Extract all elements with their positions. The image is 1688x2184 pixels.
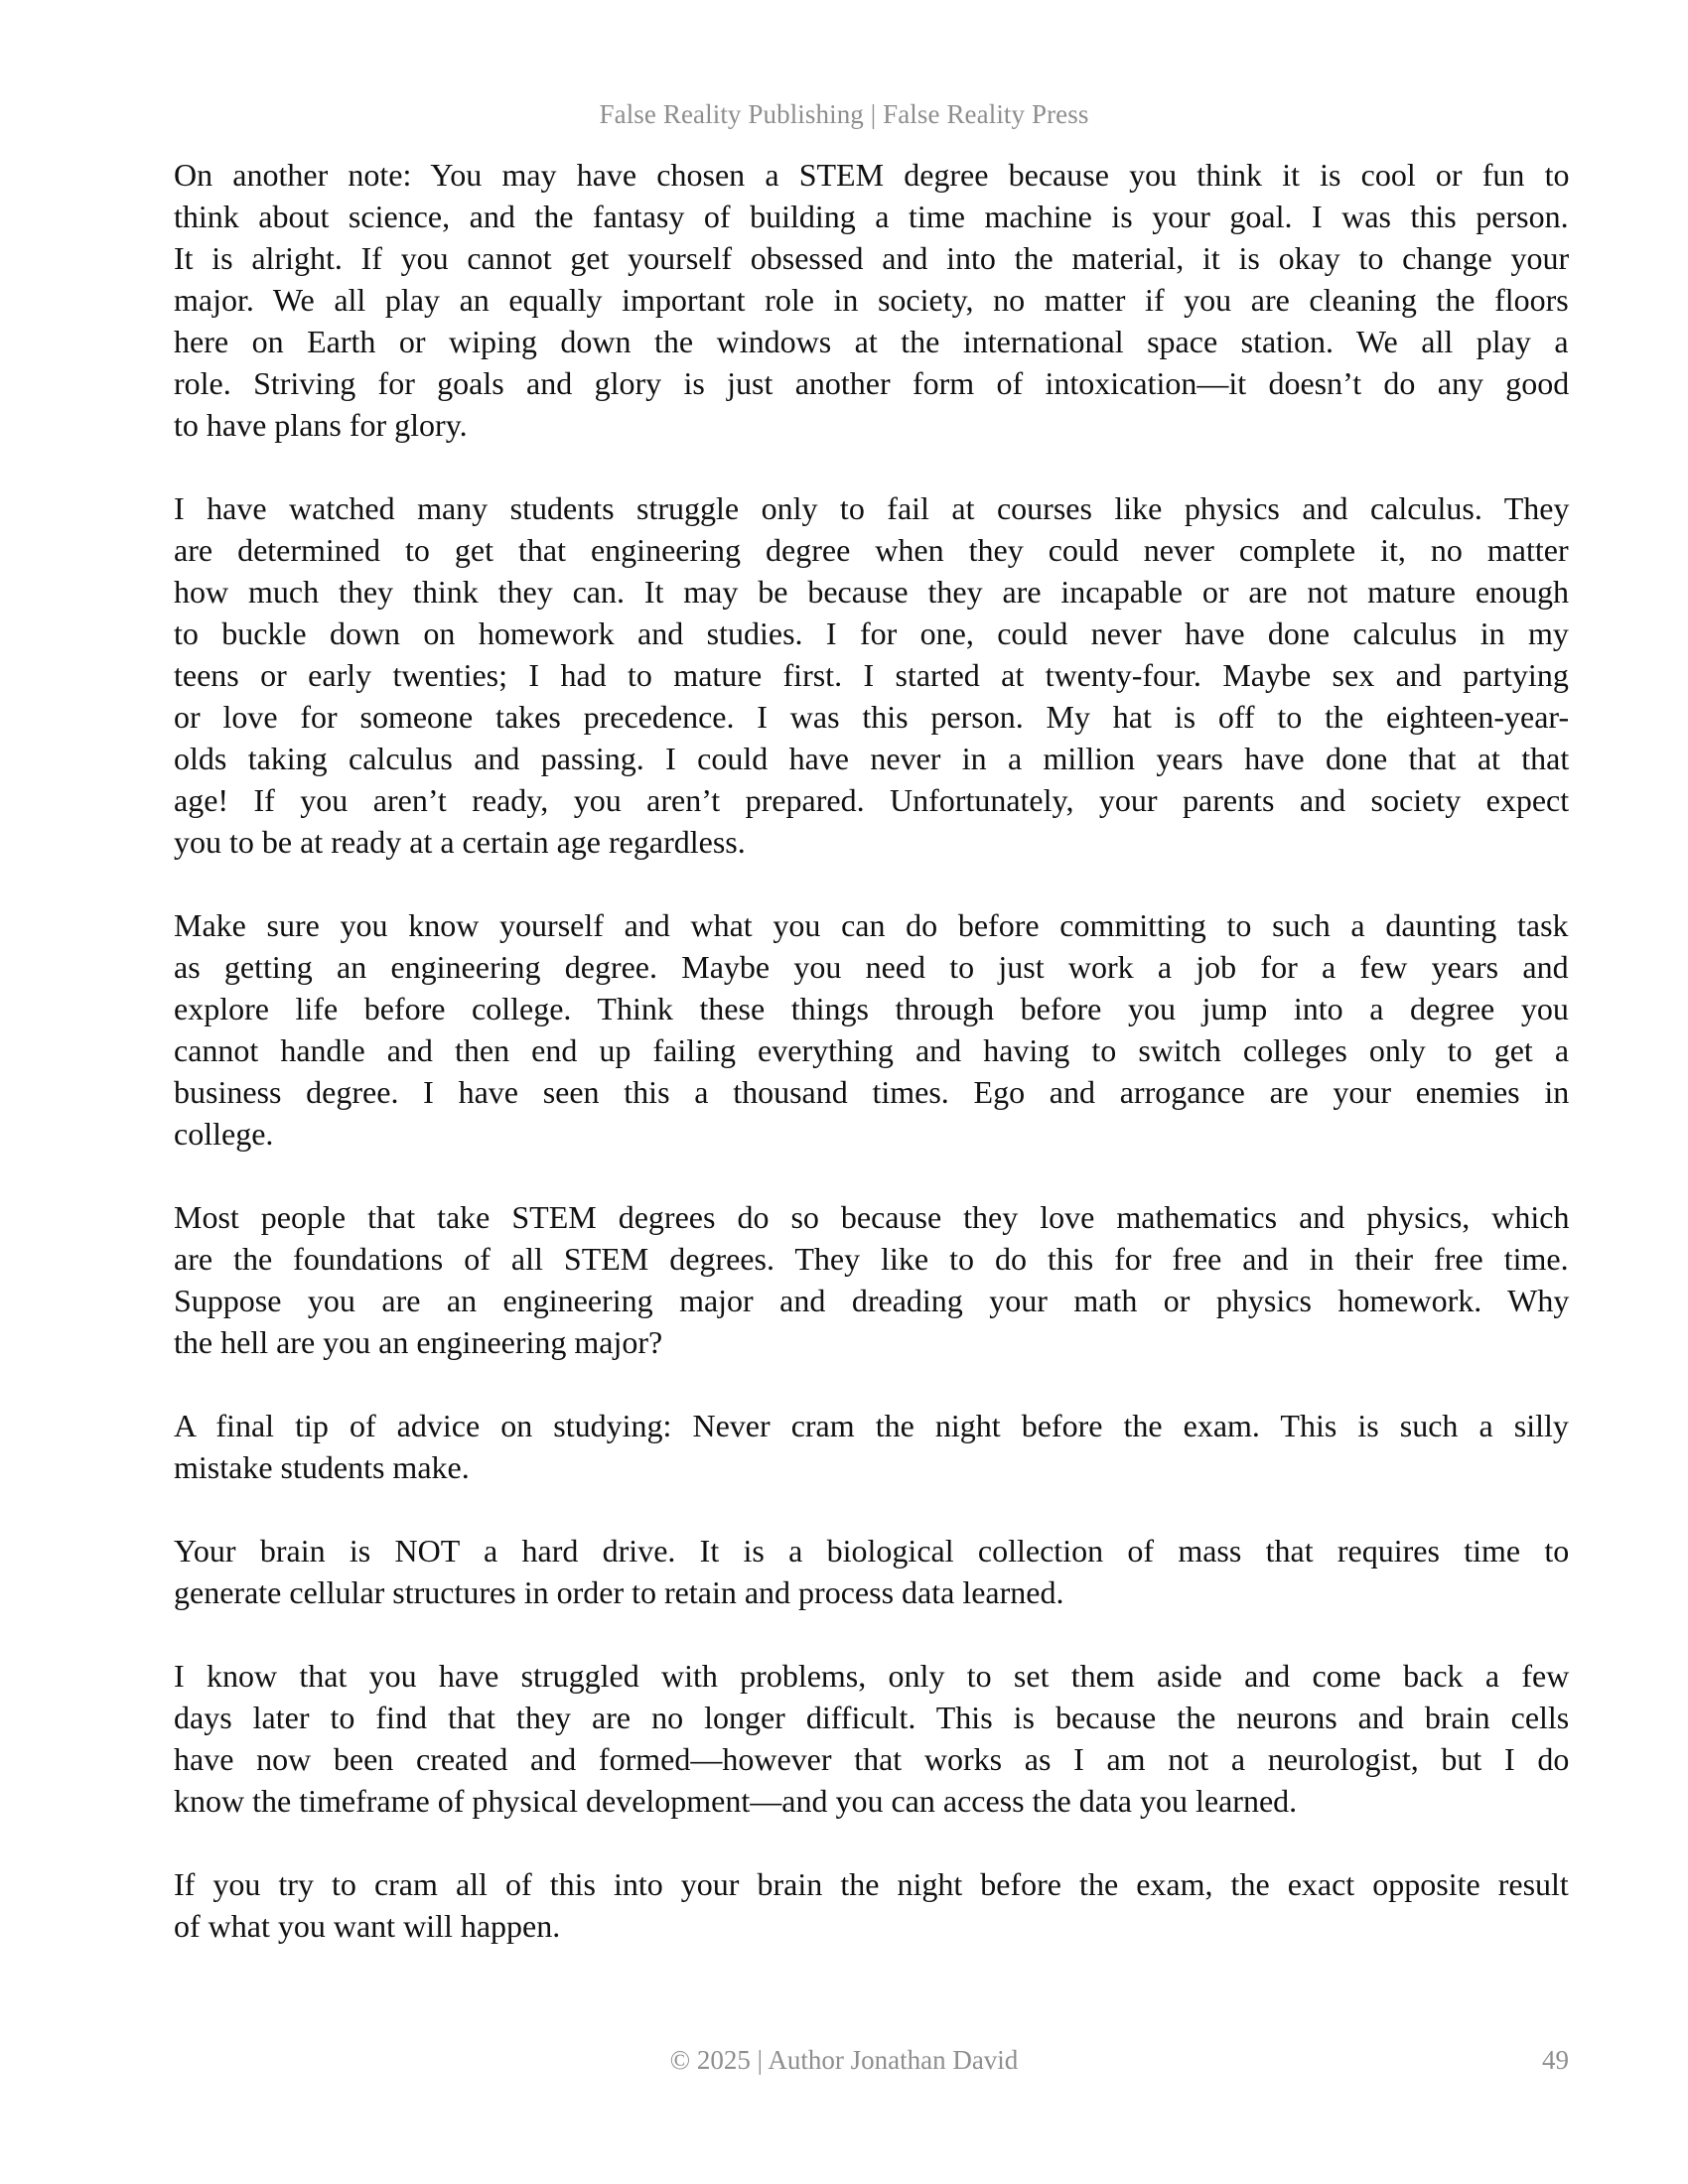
text-line: age! If you aren’t ready, you aren’t prepared. Unfortunately, your parents and society expect <box>174 782 1570 818</box>
text-line: If you try to cram all of this into your brain the night before the exam, the exact opposite result <box>174 1866 1569 1902</box>
paragraph-final-tip <box>174 1405 1569 1488</box>
text-line: the hell are you an engineering major? <box>174 1324 663 1360</box>
text-line: explore life before college. Think these things through before you jump into a degree you <box>174 991 1569 1026</box>
text-line: I know that you have struggled with problems, only to set them aside and come back a few <box>174 1658 1570 1694</box>
text-line: Most people that take STEM degrees do so because they love mathematics and physics, which <box>174 1199 1570 1235</box>
text-line: business degree. I have seen this a thousand times. Ego and arrogance are your enemies in <box>174 1074 1570 1110</box>
page-number: 49 <box>1542 2045 1569 2075</box>
text-line: how much they think they can. It may be because they are incapable or are not mature enough <box>174 574 1570 610</box>
text-line: know the timeframe of physical development—and you can access the data you learned. <box>174 1783 1298 1819</box>
text-line: college. <box>174 1116 274 1152</box>
text-line: Suppose you are an engineering major and dreading your math or physics homework. Why <box>174 1283 1570 1318</box>
page-footer <box>0 2043 1688 2077</box>
text-line: cannot handle and then end up failing everything and having to switch colleges only to get a <box>174 1032 1570 1068</box>
text-line: A final tip of advice on studying: Never cram the night before the exam. This is such a silly <box>174 1408 1569 1443</box>
text-line: major. We all play an equally important role in society, no matter if you are cleaning the floors <box>174 282 1569 318</box>
paragraph-know-yourself <box>174 904 1569 1155</box>
text-line: I have watched many students struggle only to fail at courses like physics and calculus. They <box>174 490 1570 526</box>
text-line: generate cellular structures in order to retain and process data learned. <box>174 1574 1064 1610</box>
text-line: days later to find that they are no longer difficult. This is because the neurons and brain cells <box>174 1700 1570 1735</box>
text-line: It is alright. If you cannot get yourself obsessed and into the material, it is okay to change your <box>174 240 1570 276</box>
paragraph-cram-opposite <box>174 1863 1569 1947</box>
paragraph-brain-not-hard-drive <box>174 1530 1569 1613</box>
text-line: to have plans for glory. <box>174 407 468 443</box>
text-line: mistake students make. <box>174 1449 470 1485</box>
text-line: Make sure you know yourself and what you can do before committing to such a daunting task <box>174 907 1569 943</box>
text-line: are determined to get that engineering degree when they could never complete it, no matter <box>174 532 1569 568</box>
paragraph-stem-foundations <box>174 1196 1569 1363</box>
text-line: teens or early twenties; I had to mature first. I started at twenty-four. Maybe sex and partying <box>174 657 1569 693</box>
running-header: False Reality Publishing | False Reality Press <box>599 99 1089 129</box>
text-line: to buckle down on homework and studies. I for one, could never have done calculus in my <box>174 615 1569 651</box>
text-line: think about science, and the fantasy of building a time machine is your goal. I was this person. <box>174 199 1569 234</box>
text-line: have now been created and formed—however that works as I am not a neurologist, but I do <box>174 1741 1570 1777</box>
text-line: Your brain is NOT a hard drive. It is a biological collection of mass that requires time to <box>174 1533 1570 1569</box>
footer-copyright: © 2025 | Author Jonathan David <box>669 2045 1019 2075</box>
text-line: as getting an engineering degree. Maybe you need to just work a job for a few years and <box>174 949 1569 985</box>
text-line: olds taking calculus and passing. I could have never in a million years have done that at that <box>174 741 1570 776</box>
text-line: role. Striving for goals and glory is just another form of intoxication—it doesn’t do any good <box>174 365 1570 401</box>
text-line: you to be at ready at a certain age regardless. <box>174 824 746 860</box>
text-line: or love for someone takes precedence. I was this person. My hat is off to the eighteen-year- <box>174 699 1570 735</box>
paragraph-students-struggle <box>174 487 1569 863</box>
paragraph-struggled-problems <box>174 1655 1569 1822</box>
text-line: On another note: You may have chosen a STEM degree because you think it is cool or fun to <box>174 157 1570 193</box>
paragraph-stem-choice <box>174 154 1569 446</box>
text-line: are the foundations of all STEM degrees. They like to do this for free and in their free time. <box>174 1241 1569 1277</box>
text-line: here on Earth or wiping down the windows at the international space station. We all play a <box>174 324 1569 359</box>
text-line: of what you want will happen. <box>174 1908 561 1944</box>
body-text <box>174 154 1569 1988</box>
